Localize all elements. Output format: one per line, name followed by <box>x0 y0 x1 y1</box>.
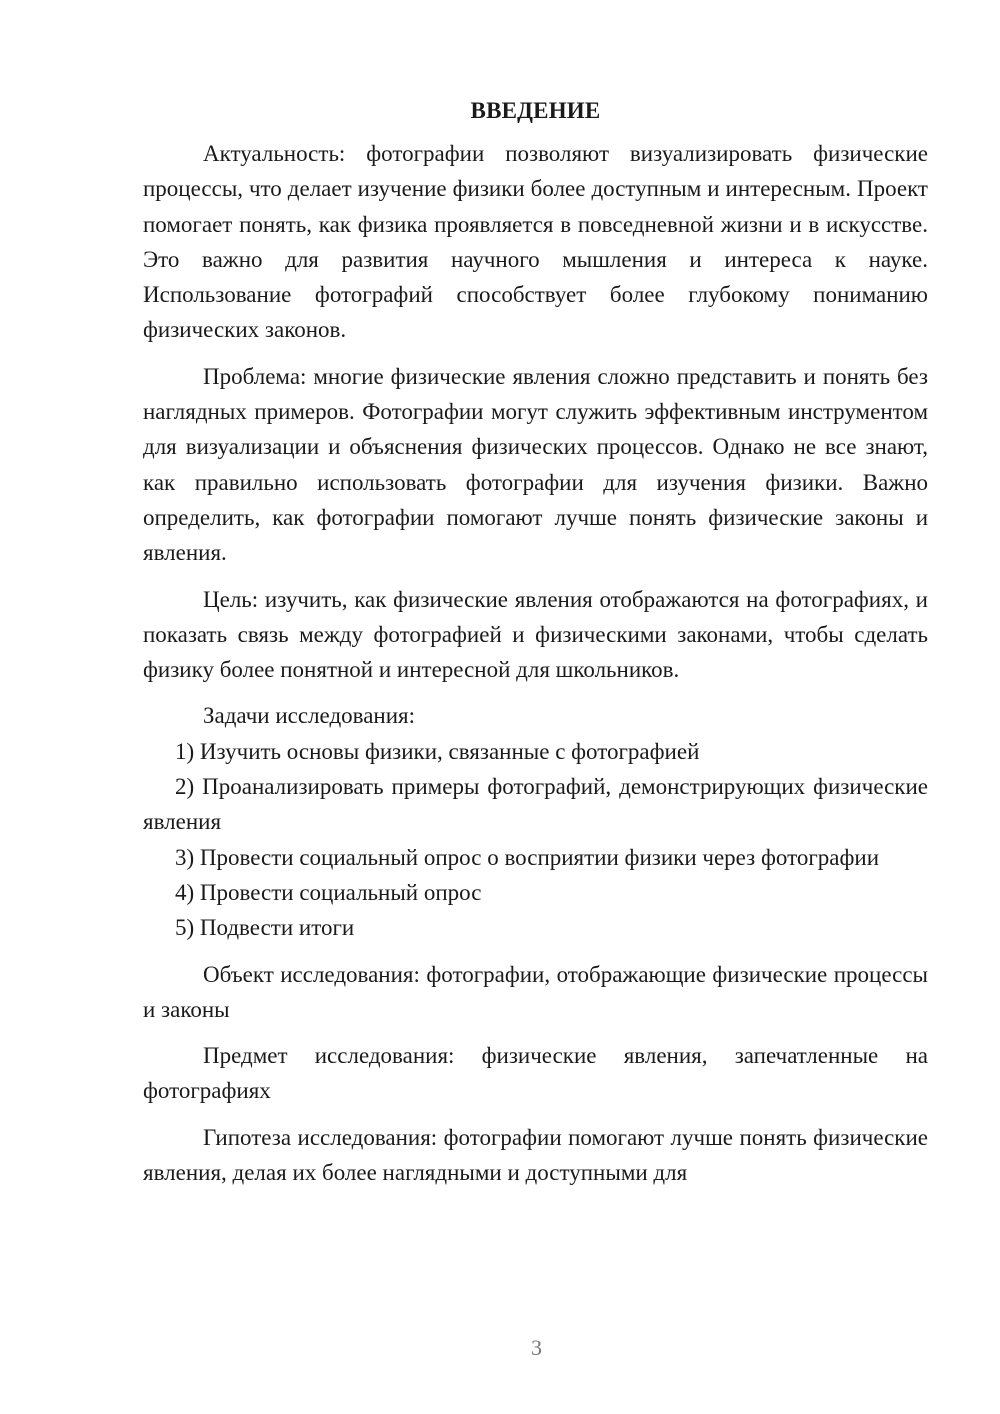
task-item: 2) Проанализировать примеры фотографий, демонстрирующих физические явления <box>143 774 928 835</box>
section-heading: ВВЕДЕНИЕ <box>470 98 601 123</box>
problem-paragraph: Проблема: многие физические явления сложно представить и понять без наглядных примеров. Фотографии могут служить эффективным инструментом для визуализации и объяснения физических процессов. Однако не все знают, как правильно использовать фотографии для изучения физики. Важно определить, как фотографии помогают лучше понять физические законы и явления. <box>143 363 928 566</box>
task-item: 3) Провести социальный опрос о восприятии физики через фотографии <box>175 844 880 870</box>
hypothesis-paragraph: Гипотеза исследования: фотографии помогают лучше понять физические явления, делая их более наглядными и доступными для <box>143 1124 928 1186</box>
object-paragraph: Объект исследования: фотографии, отображающие физические процессы и законы <box>143 961 928 1022</box>
page-number: 3 <box>531 1335 542 1360</box>
goal-paragraph: Цель: изучить, как физические явления отображаются на фотографиях, и показать связь между фотографией и физическими законами, чтобы сделать физику более понятной и интересной для школьников. <box>143 586 928 683</box>
task-item: 5) Подвести итоги <box>175 915 355 941</box>
subject-paragraph: Предмет исследования: физические явления, запечатленные на фотографиях <box>143 1043 928 1104</box>
relevance-paragraph: Актуальность: фотографии позволяют визуализировать физические процессы, что делает изучение физики более доступным и интересным. Проект помогает понять, как физика проявляется в повседневной жизни и в искусстве. Это важно для развития научного мышления и интереса к науке. Использование фотографий способствует более глубокому пониманию физических законов. <box>143 141 928 343</box>
tasks-title: Задачи исследования: <box>203 703 416 729</box>
page-content <box>143 96 928 1190</box>
task-item: 1) Изучить основы физики, связанные с фотографией <box>175 738 700 764</box>
task-item: 4) Провести социальный опрос <box>175 879 482 905</box>
